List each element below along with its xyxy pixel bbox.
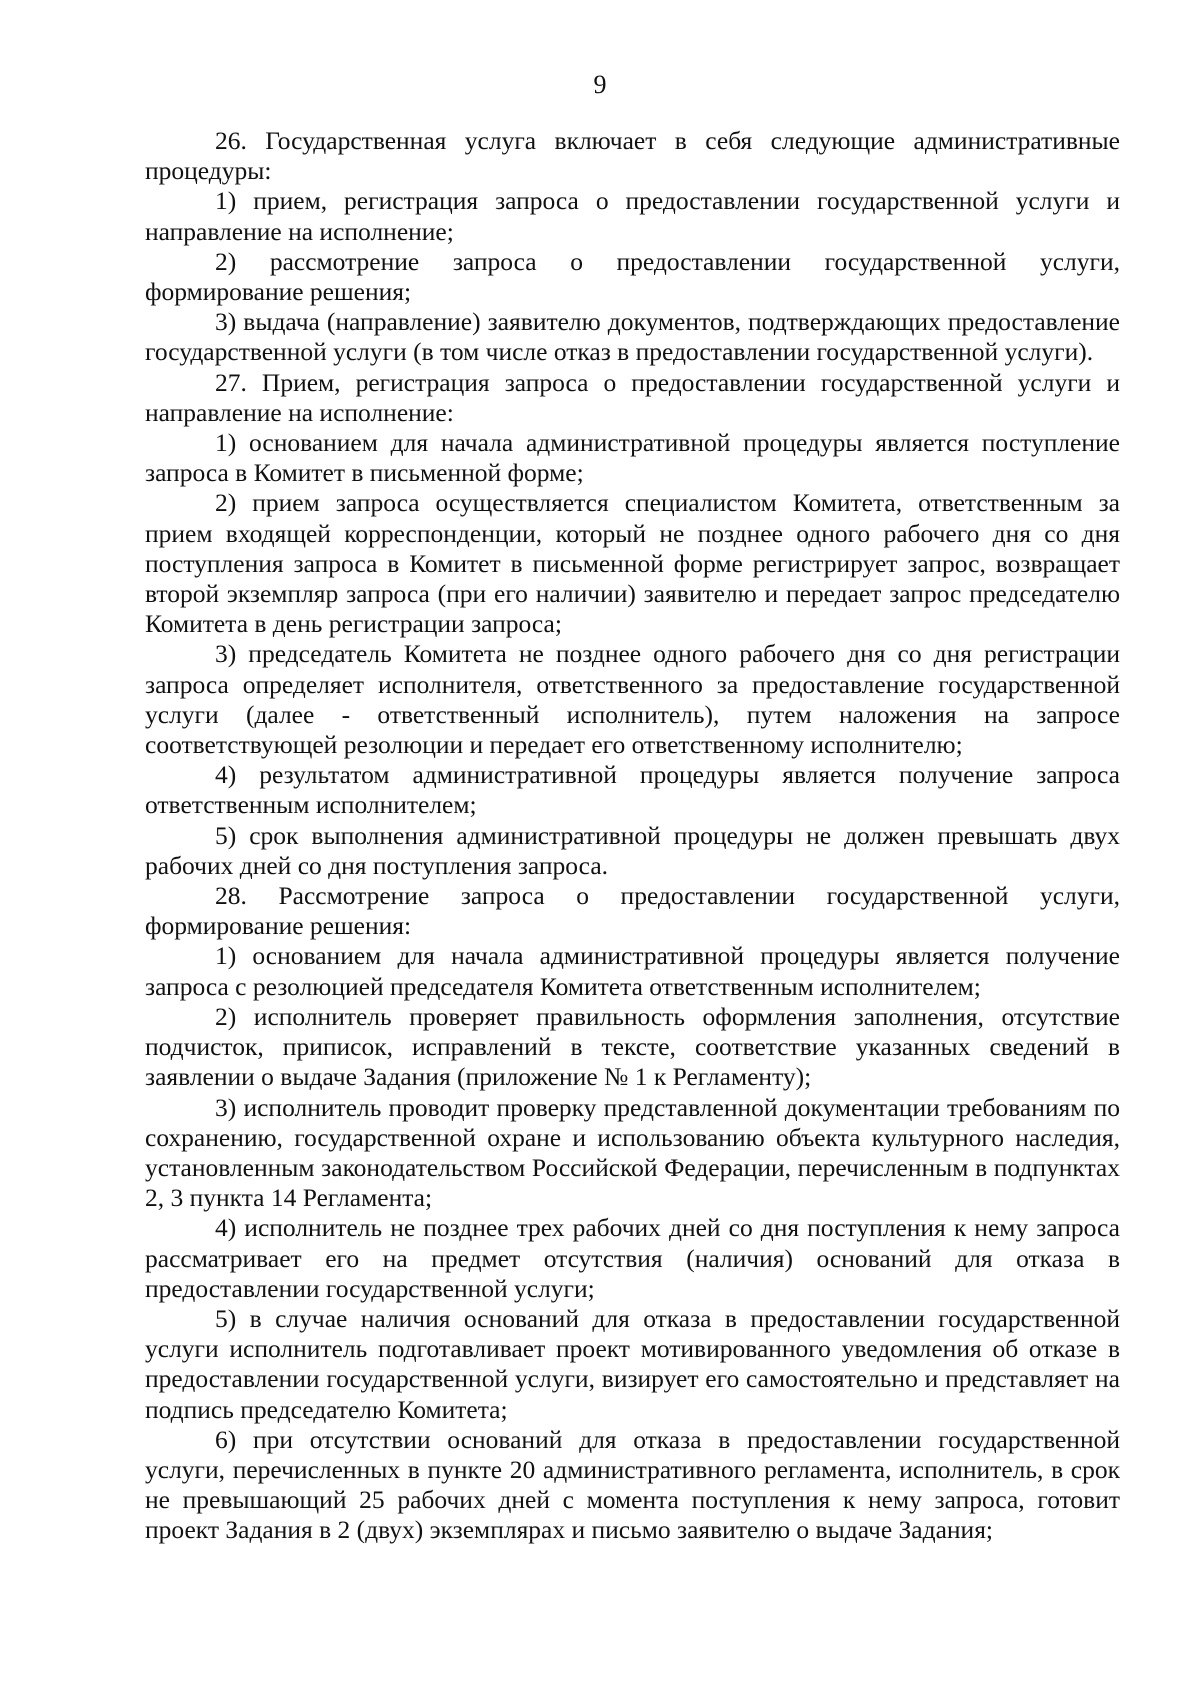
page-number: 9 bbox=[593, 70, 607, 99]
paragraph-27-item-2: 2) прием запроса осуществляется специалистом Комитета, ответственным за прием входящей корреспонденции, который не позднее одного рабочего дня со дня поступления запроса в Комитет в письменной форме регистрирует запрос, возвращает второй экземпляр запроса (при его наличии) заявителю и передает запрос председателю Комитета в день регистрации запроса; bbox=[145, 488, 1120, 639]
document-body bbox=[145, 126, 1120, 1546]
paragraph-27-item-3: 3) председатель Комитета не позднее одного рабочего дня со дня регистрации запроса определяет исполнителя, ответственного за предоставление государственной услуги (далее - ответственный исполнитель), путем наложения на запросе соответствующей резолюции и передает его ответственному исполнителю; bbox=[145, 639, 1120, 760]
paragraph-28-item-2: 2) исполнитель проверяет правильность оформления заполнения, отсутствие подчисток, приписок, исправлений в тексте, соответствие указанных сведений в заявлении о выдаче Задания (приложение № 1 к Регламенту); bbox=[145, 1001, 1120, 1092]
paragraph-27-item-1: 1) основанием для начала административной процедуры является поступление запроса в Комитет в письменной форме; bbox=[145, 428, 1120, 488]
paragraph-26: 26. Государственная услуга включает в себя следующие административные процедуры: bbox=[145, 126, 1120, 186]
paragraph-26-item-3: 3) выдача (направление) заявителю документов, подтверждающих предоставление государственной услуги (в том числе отказ в предоставлении государственной услуги). bbox=[145, 307, 1120, 367]
paragraph-27-item-5: 5) срок выполнения административной процедуры не должен превышать двух рабочих дней со дня поступления запроса. bbox=[145, 820, 1120, 880]
paragraph-28-item-6: 6) при отсутствии оснований для отказа в предоставлении государственной услуги, перечисленных в пункте 20 административного регламента, исполнитель, в срок не превышающий 25 рабочих дней с момента поступления к нему запроса, готовит проект Задания в 2 (двух) экземплярах и письмо заявителю о выдаче Задания; bbox=[145, 1424, 1120, 1545]
paragraph-28-item-5: 5) в случае наличия оснований для отказа в предоставлении государственной услуги исполнитель подготавливает проект мотивированного уведомления об отказе в предоставлении государственной услуги, визирует его самостоятельно и представляет на подпись председателю Комитета; bbox=[145, 1303, 1120, 1424]
paragraph-27: 27. Прием, регистрация запроса о предоставлении государственной услуги и направление на исполнение: bbox=[145, 367, 1120, 427]
paragraph-27-item-4: 4) результатом административной процедуры является получение запроса ответственным исполнителем; bbox=[145, 760, 1120, 820]
paragraph-26-item-2: 2) рассмотрение запроса о предоставлении государственной услуги, формирование решения; bbox=[145, 246, 1120, 307]
paragraph-28: 28. Рассмотрение запроса о предоставлении государственной услуги, формирование решения: bbox=[145, 881, 1120, 941]
paragraph-28-item-4: 4) исполнитель не позднее трех рабочих дней со дня поступления к нему запроса рассматривает его на предмет отсутствия (наличия) оснований для отказа в предоставлении государственной услуги; bbox=[145, 1213, 1120, 1303]
paragraph-28-item-1: 1) основанием для начала административной процедуры является получение запроса с резолюцией председателя Комитета ответственным исполнителем; bbox=[145, 941, 1120, 1001]
paragraph-28-item-3: 3) исполнитель проводит проверку представленной документации требованиям по сохранению, государственной охране и использованию объекта культурного наследия, установленным законодательством Российской Федерации, перечисленным в подпунктах 2, 3 пункта 14 Регламента; bbox=[145, 1092, 1120, 1213]
paragraph-26-item-1: 1) прием, регистрация запроса о предоставлении государственной услуги и направление на исполнение; bbox=[145, 186, 1120, 246]
